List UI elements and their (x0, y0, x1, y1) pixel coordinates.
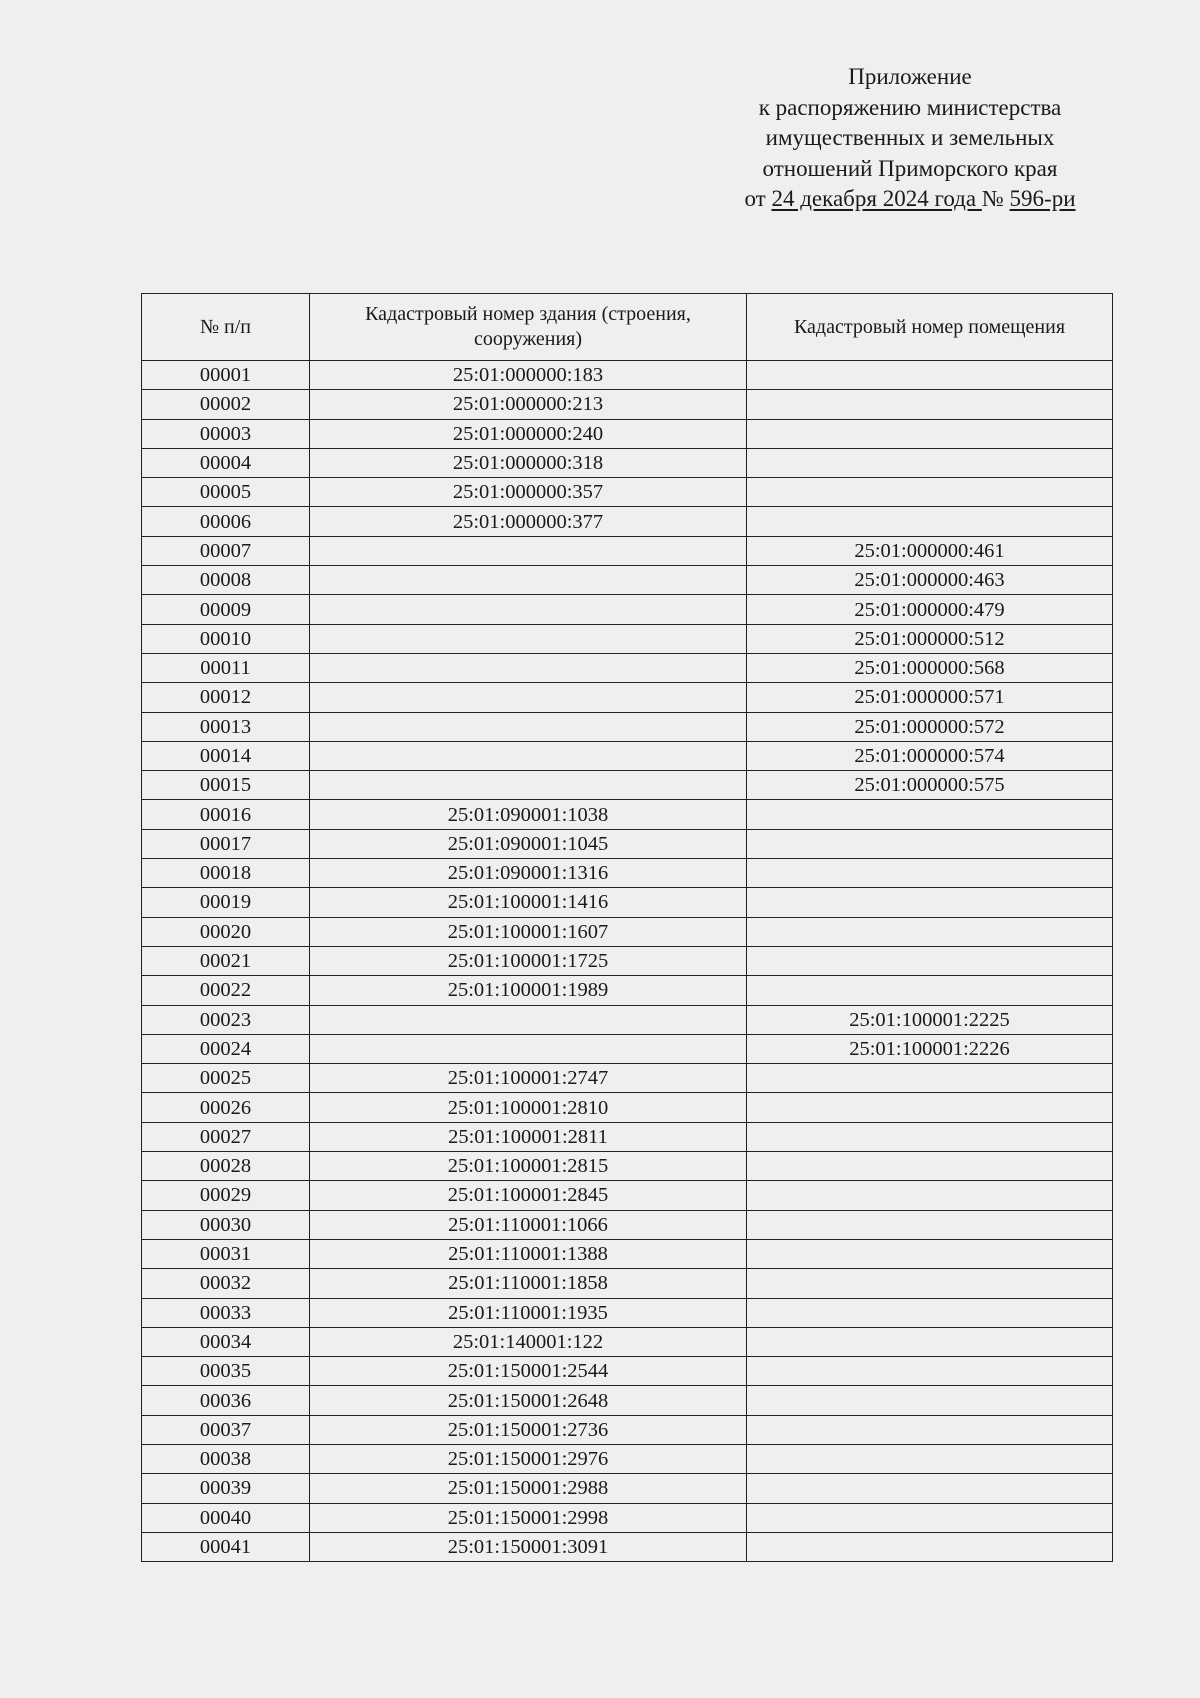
room-cadastral-cell (747, 1210, 1113, 1239)
table-row (142, 624, 1113, 653)
row-number-cell: 00012 (142, 683, 310, 712)
building-cadastral-cell: 25:01:100001:2810 (310, 1093, 747, 1122)
room-cadastral-cell (747, 448, 1113, 477)
row-number-cell: 00004 (142, 448, 310, 477)
row-number-cell: 00040 (142, 1503, 310, 1532)
row-number-cell: 00018 (142, 859, 310, 888)
table-row (142, 946, 1113, 975)
building-cadastral-cell: 25:01:000000:183 (310, 361, 747, 390)
row-number-cell: 00024 (142, 1034, 310, 1063)
number-prefix: № (981, 186, 1004, 211)
order-date: 24 декабря 2024 года (771, 186, 982, 211)
table-row (142, 595, 1113, 624)
table-row (142, 1503, 1113, 1532)
row-number-cell: 00041 (142, 1532, 310, 1561)
building-cadastral-cell: 25:01:100001:2811 (310, 1122, 747, 1151)
row-number-cell: 00036 (142, 1386, 310, 1415)
building-cadastral-cell: 25:01:110001:1935 (310, 1298, 747, 1327)
row-number-cell: 00034 (142, 1327, 310, 1356)
building-cadastral-cell: 25:01:110001:1066 (310, 1210, 747, 1239)
building-cadastral-cell (310, 1034, 747, 1063)
room-cadastral-cell (747, 507, 1113, 536)
room-cadastral-cell (747, 917, 1113, 946)
table-row (142, 653, 1113, 682)
table-row (142, 1327, 1113, 1356)
room-cadastral-cell (747, 1298, 1113, 1327)
room-cadastral-cell (747, 419, 1113, 448)
table-row (142, 741, 1113, 770)
appendix-title: Приложение (848, 64, 972, 89)
room-cadastral-cell (747, 1152, 1113, 1181)
row-number-cell: 00023 (142, 1005, 310, 1034)
building-cadastral-cell: 25:01:150001:2544 (310, 1357, 747, 1386)
building-cadastral-cell: 25:01:100001:1989 (310, 976, 747, 1005)
cadastral-table (141, 293, 1113, 1562)
building-cadastral-cell: 25:01:100001:1725 (310, 946, 747, 975)
building-cadastral-cell (310, 683, 747, 712)
table-row (142, 771, 1113, 800)
room-cadastral-cell (747, 1503, 1113, 1532)
room-cadastral-cell: 25:01:000000:574 (747, 741, 1113, 770)
building-cadastral-cell: 25:01:000000:357 (310, 478, 747, 507)
building-cadastral-cell (310, 712, 747, 741)
building-cadastral-cell: 25:01:150001:2976 (310, 1444, 747, 1473)
column-header-building: Кадастровый номер здания (строения, сооружения) (310, 294, 747, 361)
table-row (142, 1357, 1113, 1386)
table-row (142, 507, 1113, 536)
appendix-subtitle-line-3: отношений Приморского края (762, 155, 1058, 181)
row-number-cell: 00011 (142, 653, 310, 682)
table-body (142, 361, 1113, 1562)
room-cadastral-cell (747, 1357, 1113, 1386)
building-cadastral-cell (310, 653, 747, 682)
date-prefix: от (744, 186, 766, 211)
building-cadastral-cell (310, 771, 747, 800)
table-row (142, 888, 1113, 917)
room-cadastral-cell: 25:01:000000:572 (747, 712, 1113, 741)
row-number-cell: 00037 (142, 1415, 310, 1444)
room-cadastral-cell (747, 1474, 1113, 1503)
row-number-cell: 00032 (142, 1269, 310, 1298)
building-cadastral-cell (310, 1005, 747, 1034)
room-cadastral-cell (747, 390, 1113, 419)
building-cadastral-cell: 25:01:150001:2988 (310, 1474, 747, 1503)
building-cadastral-cell: 25:01:140001:122 (310, 1327, 747, 1356)
table-row (142, 1210, 1113, 1239)
room-cadastral-cell (747, 1415, 1113, 1444)
building-cadastral-cell: 25:01:090001:1316 (310, 859, 747, 888)
room-cadastral-cell (747, 800, 1113, 829)
appendix-subtitle-line-1: к распоряжению министерства (758, 94, 1062, 120)
room-cadastral-cell (747, 888, 1113, 917)
table-row (142, 1474, 1113, 1503)
room-cadastral-cell (747, 1444, 1113, 1473)
order-number: 596-ри (1009, 186, 1076, 211)
building-cadastral-cell: 25:01:000000:213 (310, 390, 747, 419)
building-cadastral-cell (310, 595, 747, 624)
room-cadastral-cell (747, 361, 1113, 390)
table-row (142, 976, 1113, 1005)
order-date-line (640, 184, 1180, 215)
building-cadastral-cell: 25:01:150001:3091 (310, 1532, 747, 1561)
room-cadastral-cell: 25:01:000000:461 (747, 536, 1113, 565)
table-row (142, 1415, 1113, 1444)
column-header-number: № п/п (142, 294, 310, 361)
room-cadastral-cell (747, 1064, 1113, 1093)
building-cadastral-cell: 25:01:100001:2815 (310, 1152, 747, 1181)
table-row (142, 1269, 1113, 1298)
table-row (142, 390, 1113, 419)
table-row (142, 1181, 1113, 1210)
building-cadastral-cell (310, 741, 747, 770)
room-cadastral-cell: 25:01:000000:575 (747, 771, 1113, 800)
table-row (142, 361, 1113, 390)
building-cadastral-cell: 25:01:000000:240 (310, 419, 747, 448)
table-row (142, 1239, 1113, 1268)
row-number-cell: 00016 (142, 800, 310, 829)
row-number-cell: 00013 (142, 712, 310, 741)
room-cadastral-cell (747, 1532, 1113, 1561)
row-number-cell: 00017 (142, 829, 310, 858)
building-cadastral-cell: 25:01:000000:377 (310, 507, 747, 536)
room-cadastral-cell (747, 1269, 1113, 1298)
row-number-cell: 00027 (142, 1122, 310, 1151)
table-row (142, 1064, 1113, 1093)
building-cadastral-cell: 25:01:100001:1607 (310, 917, 747, 946)
room-cadastral-cell (747, 946, 1113, 975)
room-cadastral-cell (747, 1239, 1113, 1268)
room-cadastral-cell (747, 1386, 1113, 1415)
table-row (142, 683, 1113, 712)
room-cadastral-cell (747, 1122, 1113, 1151)
table-row (142, 1444, 1113, 1473)
room-cadastral-cell (747, 1327, 1113, 1356)
building-cadastral-cell: 25:01:110001:1858 (310, 1269, 747, 1298)
row-number-cell: 00022 (142, 976, 310, 1005)
building-cadastral-cell: 25:01:110001:1388 (310, 1239, 747, 1268)
room-cadastral-cell: 25:01:000000:479 (747, 595, 1113, 624)
room-cadastral-cell (747, 1181, 1113, 1210)
row-number-cell: 00035 (142, 1357, 310, 1386)
room-cadastral-cell (747, 829, 1113, 858)
row-number-cell: 00026 (142, 1093, 310, 1122)
table-header-row (142, 294, 1113, 361)
table-row (142, 478, 1113, 507)
appendix-subtitle-line-2: имущественных и земельных (765, 125, 1055, 150)
appendix-header (640, 62, 1180, 215)
row-number-cell: 00006 (142, 507, 310, 536)
table-row (142, 917, 1113, 946)
building-cadastral-cell: 25:01:100001:2845 (310, 1181, 747, 1210)
table-row (142, 800, 1113, 829)
building-cadastral-cell: 25:01:000000:318 (310, 448, 747, 477)
table-row (142, 1005, 1113, 1034)
room-cadastral-cell (747, 478, 1113, 507)
room-cadastral-cell: 25:01:000000:463 (747, 566, 1113, 595)
row-number-cell: 00028 (142, 1152, 310, 1181)
table-row (142, 448, 1113, 477)
room-cadastral-cell (747, 1093, 1113, 1122)
room-cadastral-cell: 25:01:000000:571 (747, 683, 1113, 712)
row-number-cell: 00029 (142, 1181, 310, 1210)
table-row (142, 1386, 1113, 1415)
room-cadastral-cell: 25:01:100001:2225 (747, 1005, 1113, 1034)
building-cadastral-cell (310, 536, 747, 565)
room-cadastral-cell (747, 859, 1113, 888)
row-number-cell: 00009 (142, 595, 310, 624)
row-number-cell: 00038 (142, 1444, 310, 1473)
table-row (142, 1034, 1113, 1063)
table-row (142, 1532, 1113, 1561)
table-row (142, 1152, 1113, 1181)
table-row (142, 536, 1113, 565)
row-number-cell: 00014 (142, 741, 310, 770)
row-number-cell: 00003 (142, 419, 310, 448)
table-row (142, 1298, 1113, 1327)
building-cadastral-cell: 25:01:150001:2998 (310, 1503, 747, 1532)
building-cadastral-cell: 25:01:150001:2736 (310, 1415, 747, 1444)
row-number-cell: 00008 (142, 566, 310, 595)
row-number-cell: 00021 (142, 946, 310, 975)
table-row (142, 419, 1113, 448)
building-cadastral-cell (310, 566, 747, 595)
room-cadastral-cell: 25:01:000000:568 (747, 653, 1113, 682)
room-cadastral-cell: 25:01:000000:512 (747, 624, 1113, 653)
building-cadastral-cell (310, 624, 747, 653)
row-number-cell: 00039 (142, 1474, 310, 1503)
row-number-cell: 00010 (142, 624, 310, 653)
building-cadastral-cell: 25:01:100001:2747 (310, 1064, 747, 1093)
table-row (142, 829, 1113, 858)
row-number-cell: 00007 (142, 536, 310, 565)
building-cadastral-cell: 25:01:090001:1045 (310, 829, 747, 858)
row-number-cell: 00005 (142, 478, 310, 507)
table-row (142, 1122, 1113, 1151)
building-cadastral-cell: 25:01:100001:1416 (310, 888, 747, 917)
row-number-cell: 00033 (142, 1298, 310, 1327)
row-number-cell: 00031 (142, 1239, 310, 1268)
table-row (142, 712, 1113, 741)
row-number-cell: 00030 (142, 1210, 310, 1239)
row-number-cell: 00001 (142, 361, 310, 390)
building-cadastral-cell: 25:01:150001:2648 (310, 1386, 747, 1415)
table-row (142, 566, 1113, 595)
table-row (142, 859, 1113, 888)
column-header-room: Кадастровый номер помещения (747, 294, 1113, 361)
row-number-cell: 00020 (142, 917, 310, 946)
row-number-cell: 00015 (142, 771, 310, 800)
row-number-cell: 00002 (142, 390, 310, 419)
room-cadastral-cell: 25:01:100001:2226 (747, 1034, 1113, 1063)
building-cadastral-cell: 25:01:090001:1038 (310, 800, 747, 829)
room-cadastral-cell (747, 976, 1113, 1005)
row-number-cell: 00025 (142, 1064, 310, 1093)
row-number-cell: 00019 (142, 888, 310, 917)
table-row (142, 1093, 1113, 1122)
